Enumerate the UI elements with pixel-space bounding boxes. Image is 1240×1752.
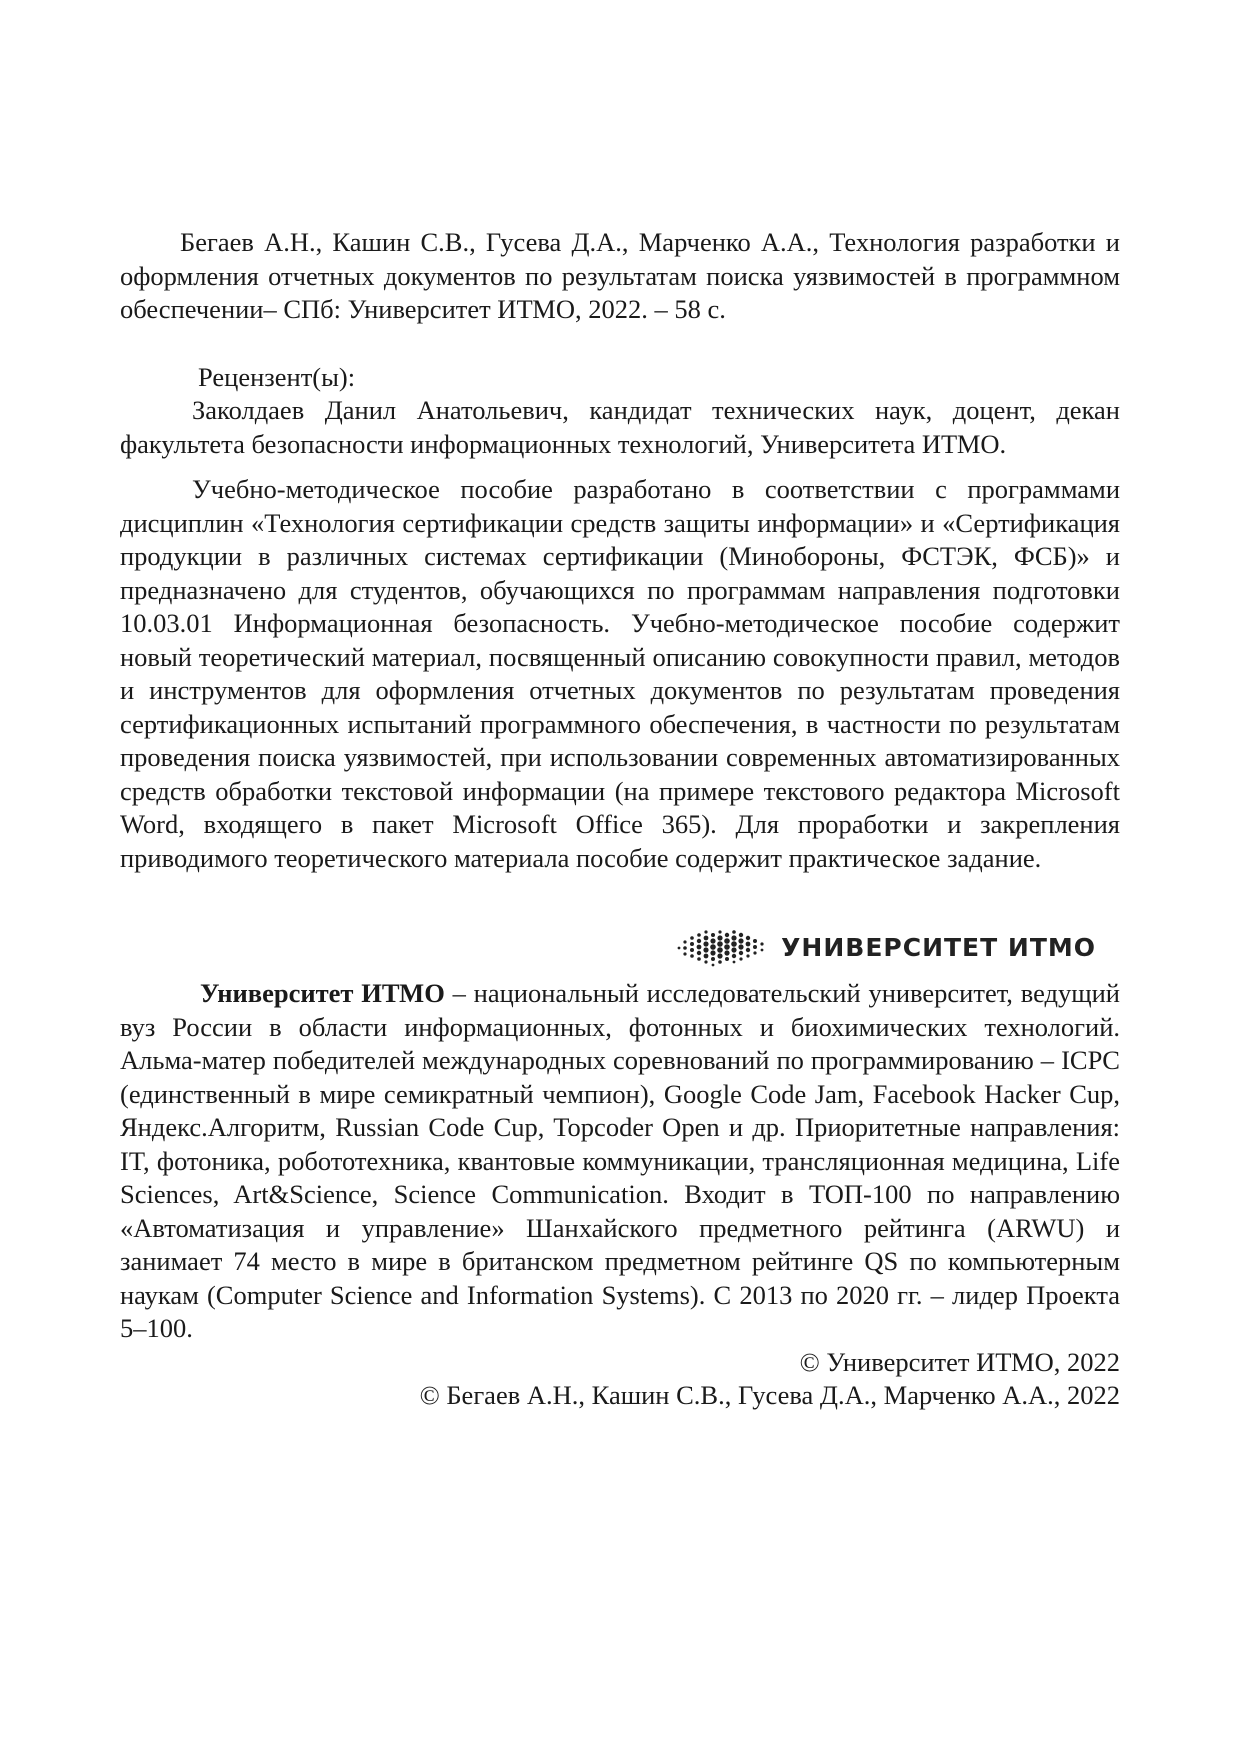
university-name: Университет ИТМО	[200, 978, 445, 1008]
abstract-paragraph: Учебно-методическое пособие разработано в соответствии с программами дисциплин «Технология сертификации средств защиты информации» и «Сертификация продукции в различных системах сертификации (Минобороны, ФСТЭК, ФСБ)» и предназначено для студентов, обучающихся по программам направления подготовки 10.03.01 Информационная безопасность. Учебно-методическое пособие содержит новый теоретический материал, посвященный описанию совокупности правил, методов и инструментов для оформления отчетных документов по результатам проведения сертификационных испытаний программного обеспечения, в частности по результатам проведения поиска уязвимостей, при использовании современных автоматизированных средств обработки текстовой информации (на примере текстового редактора Microsoft Word, входящего в пакет Microsoft Office 365). Для проработки и закрепления приводимого теоретического материала пособие содержит практическое задание.	[120, 474, 1120, 873]
copyright-university: © Университет ИТМО, 2022	[799, 1346, 1120, 1377]
bibliographic-citation: Бегаев А.Н., Кашин С.В., Гусева Д.А., Марченко А.А., Технология разработки и оформления отчетных документов по результатам поиска уязвимостей в программном обеспечении– СПб: Университет ИТМО, 2022. – 58 с.	[120, 227, 1120, 324]
logo-row	[120, 925, 1120, 971]
logo-text: УНИВЕРСИТЕТ ИТМО	[781, 933, 1096, 963]
about-university-paragraph	[120, 977, 1120, 1346]
document-page	[120, 226, 1120, 1413]
itmo-dots-icon	[675, 926, 767, 970]
itmo-logo	[675, 926, 1096, 970]
reviewer-info: Заколдаев Данил Анатольевич, кандидат технических наук, доцент, декан факультета безопасности информационных технологий, Университета ИТМО.	[120, 395, 1120, 459]
about-text: – национальный исследовательский университет, ведущий вуз России в области информационных, фотонных и биохимических технологий. Альма-матер победителей международных соревнований по программированию – ICPC (единственный в мире семикратный чемпион), Google Code Jam, Facebook Hacker Cup, Яндекс.Алгоритм, Russian Code Cup, Topcoder Open и др. Приоритетные направления: IT, фотоника, робототехника, квантовые коммуникации, трансляционная медицина, Life Sciences, Art&Science, Science Communication. Входит в ТОП-100 по направлению «Автоматизация и управление» Шанхайского предметного рейтинга (ARWU) и занимает 74 место в мире в британском предметном рейтинге QS по компьютерным наукам (Computer Science and Information Systems). С 2013 по 2020 гг. – лидер Проекта 5–100.	[120, 978, 1120, 1343]
copyright-authors: © Бегаев А.Н., Кашин С.В., Гусева Д.А., Марченко А.А., 2022	[419, 1380, 1120, 1410]
reviewers-heading: Рецензент(ы):	[198, 361, 356, 392]
